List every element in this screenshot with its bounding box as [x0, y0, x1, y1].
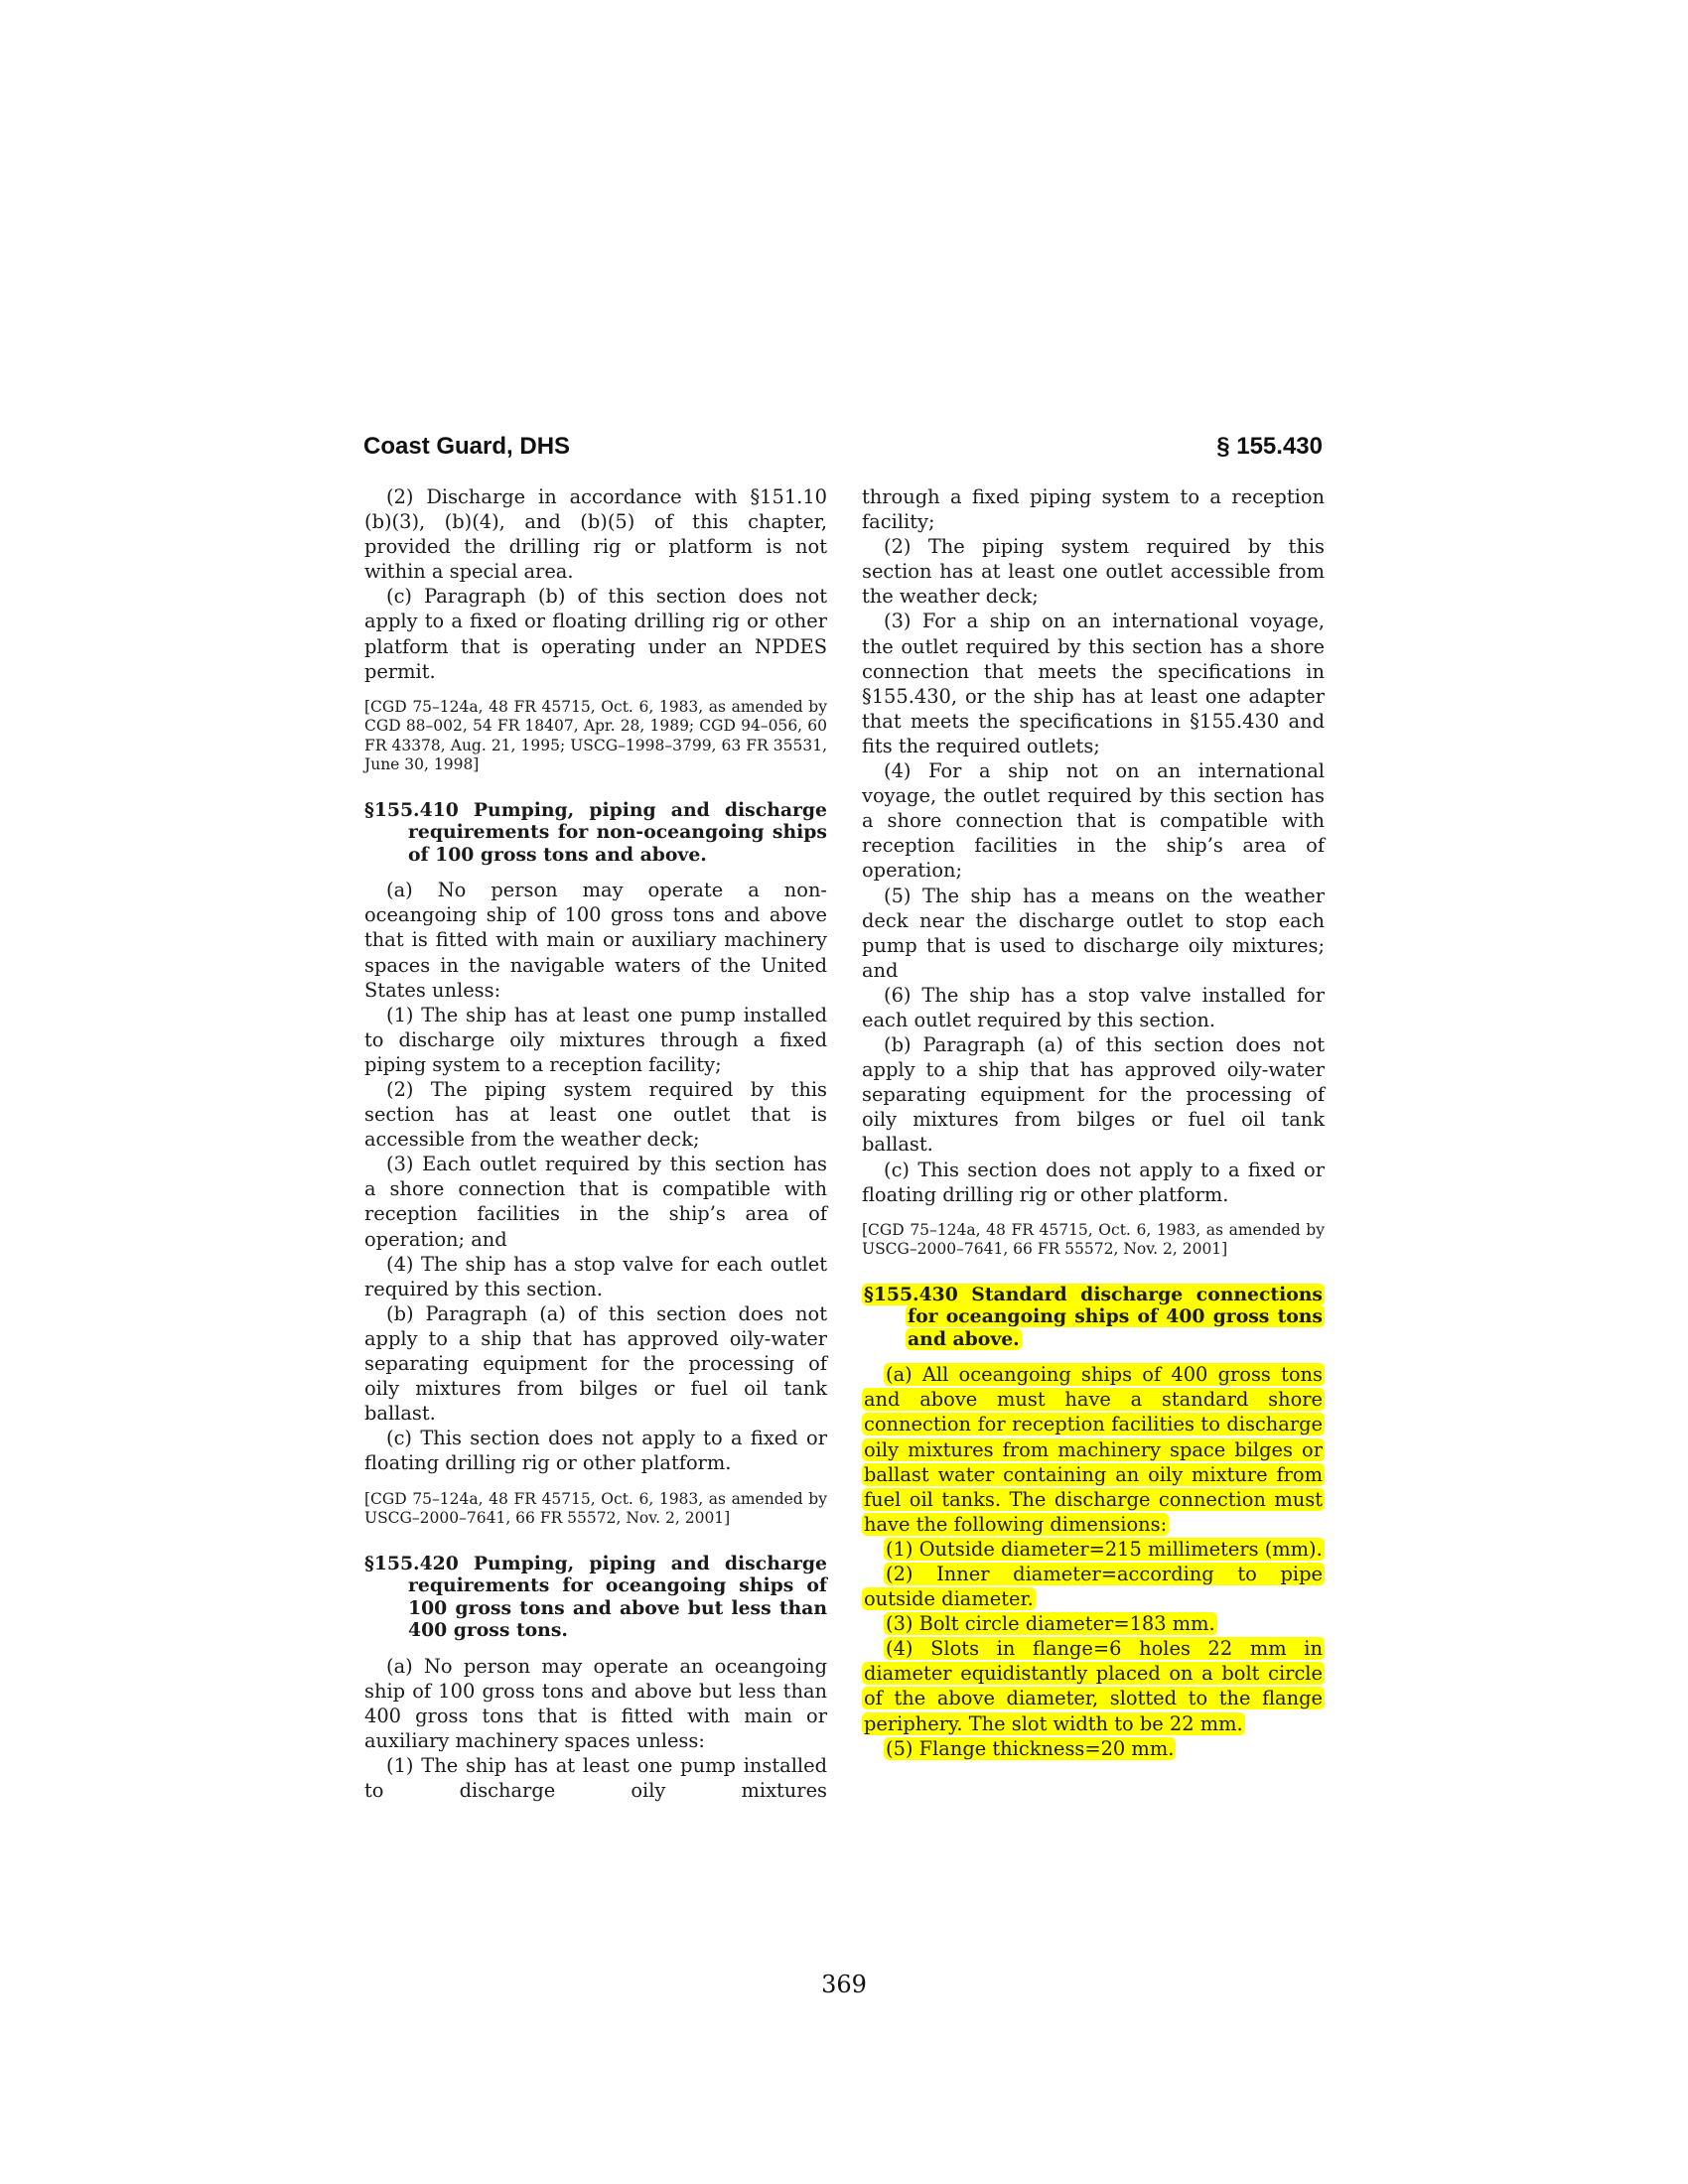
citation-155-405: [CGD 75–124a, 48 FR 45715, Oct. 6, 1983, as amended by CGD 88–002, 54 FR 18407, Apr. 28, 1989; CGD 94–056, 60 FR 43378, Aug. 21, 1995; USCG–1998–3799, 63 FR 35531, June 30, 1998]	[364, 697, 827, 774]
highlight-430-a2: (2) Inner diameter=according to pipe outside diameter.	[864, 1562, 1323, 1611]
paragraph-410-a2: (2) The piping system required by this section has at least one outlet that is accessible from the weather deck;	[364, 1078, 827, 1152]
paragraph-410-a3: (3) Each outlet required by this section has a shore connection that is compatible with reception facilities in the ship’s area of operation; and	[364, 1153, 827, 1251]
page-number: 369	[821, 1971, 867, 1998]
citation-155-420: [CGD 75–124a, 48 FR 45715, Oct. 6, 1983, as amended by USCG–2000–7641, 66 FR 55572, Nov. 2, 2001]	[862, 1220, 1325, 1259]
paragraph-410-b: (b) Paragraph (a) of this section does not apply to a ship that has approved oily-water separating equipment for the processing of oily mixtures from bilges or fuel oil tank ballast.	[364, 1301, 827, 1426]
highlight-430-a5: (5) Flange thickness=20 mm.	[886, 1736, 1175, 1760]
paragraph-410-a: (a) No person may operate a non-oceangoing ship of 100 gross tons and above that is fitted with main or auxiliary machinery spaces in the navigable waters of the United States unless:	[364, 879, 827, 1002]
highlight-430-a1: (1) Outside diameter=215 millimeters (mm).	[886, 1537, 1323, 1561]
section-heading-155-420: §155.420 Pumping, piping and discharge requirements for oceangoing ships of 100 gross tons and above but less than 400 gross tons.	[364, 1552, 827, 1641]
paragraph-420-a1-start: (1) The ship has at least one pump installed to discharge oily mixtures	[364, 1753, 827, 1802]
left-column	[364, 484, 827, 1803]
paragraph-420-a2: (2) The piping system required by this section has at least one outlet accessible from the weather deck;	[862, 535, 1325, 609]
highlight-430-a4: (4) Slots in flange=6 holes 22 mm in diameter equidistantly placed on a bolt circle of the above diameter, slotted to the flange periphery. The slot width to be 22 mm.	[864, 1637, 1323, 1735]
citation-155-410: [CGD 75–124a, 48 FR 45715, Oct. 6, 1983, as amended by USCG–2000–7641, 66 FR 55572, Nov. 2, 2001]	[364, 1489, 827, 1527]
paragraph-430-a-highlighted	[862, 1362, 1325, 1537]
paragraph-c-npdes: (c) Paragraph (b) of this section does not apply to a fixed or floating drilling rig or other platform that is operating under an NPDES permit.	[364, 585, 827, 683]
paragraph-430-a4-highlighted	[862, 1636, 1325, 1735]
paragraph-420-a6: (6) The ship has a stop valve installed for each outlet required by this section.	[862, 983, 1325, 1031]
highlight-430-a3: (3) Bolt circle diameter=183 mm.	[886, 1612, 1215, 1636]
paragraph-430-a5-highlighted	[862, 1736, 1325, 1761]
paragraph-420-a4: (4) For a ship not on an international voyage, the outlet required by this section has a shore connection that is compatible with reception facilities in the ship’s area of operation;	[862, 759, 1325, 883]
paragraph-420-a5: (5) The ship has a means on the weather deck near the discharge outlet to stop each pump that is used to discharge oily mixtures; and	[862, 884, 1325, 982]
paragraph-420-a1-cont: through a fixed piping system to a reception facility;	[862, 485, 1325, 534]
paragraph-410-c: (c) This section does not apply to a fixed or floating drilling rig or other platform.	[364, 1427, 827, 1475]
section-heading-155-430-highlighted	[862, 1284, 1325, 1351]
section-heading-155-410: §155.410 Pumping, piping and discharge requirements for non-oceangoing ships of 100 gross tons and above.	[364, 798, 827, 866]
paragraph-430-a2-highlighted	[862, 1562, 1325, 1611]
paragraph-420-c: (c) This section does not apply to a fixed or floating drilling rig or other platform.	[862, 1158, 1325, 1206]
running-header-section: § 155.430	[1216, 433, 1323, 460]
paragraph-420-a: (a) No person may operate an oceangoing ship of 100 gross tons and above but less than 400 gross tons that is fitted with main or auxiliary machinery spaces unless:	[364, 1654, 827, 1752]
paragraph-410-a1: (1) The ship has at least one pump installed to discharge oily mixtures through a fixed piping system to a reception facility;	[364, 1003, 827, 1076]
paragraph-420-b: (b) Paragraph (a) of this section does not apply to a ship that has approved oily-water separating equipment for the processing of oily mixtures from bilges or fuel oil tank ballast.	[862, 1033, 1325, 1157]
highlighted-heading-text: §155.430 Standard discharge connections for oceangoing ships of 400 gross tons and above.	[864, 1283, 1323, 1350]
paragraph-420-a3: (3) For a ship on an international voyage, the outlet required by this section has a shore connection that meets the specifications in §155.430, or the ship has at least one adapter that meets the specifications in §155.430 and fits the required outlets;	[862, 610, 1325, 757]
right-column	[862, 484, 1325, 1761]
highlight-430-a: (a) All oceangoing ships of 400 gross tons and above must have a standard shore connection for reception facilities to discharge oily mixtures from machinery space bilges or ballast water containing an oily mixture from fuel oil tanks. The discharge connection must have the following dimensions:	[864, 1363, 1323, 1536]
paragraph-430-a3-highlighted	[862, 1611, 1325, 1636]
paragraph-discharge-2: (2) Discharge in accordance with §151.10 (b)(3), (b)(4), and (b)(5) of this chapter, provided the drilling rig or platform is not within a special area.	[364, 485, 827, 584]
paragraph-430-a1-highlighted	[862, 1537, 1325, 1562]
running-header-agency: Coast Guard, DHS	[363, 433, 571, 460]
paragraph-410-a4: (4) The ship has a stop valve for each outlet required by this section.	[364, 1252, 827, 1300]
